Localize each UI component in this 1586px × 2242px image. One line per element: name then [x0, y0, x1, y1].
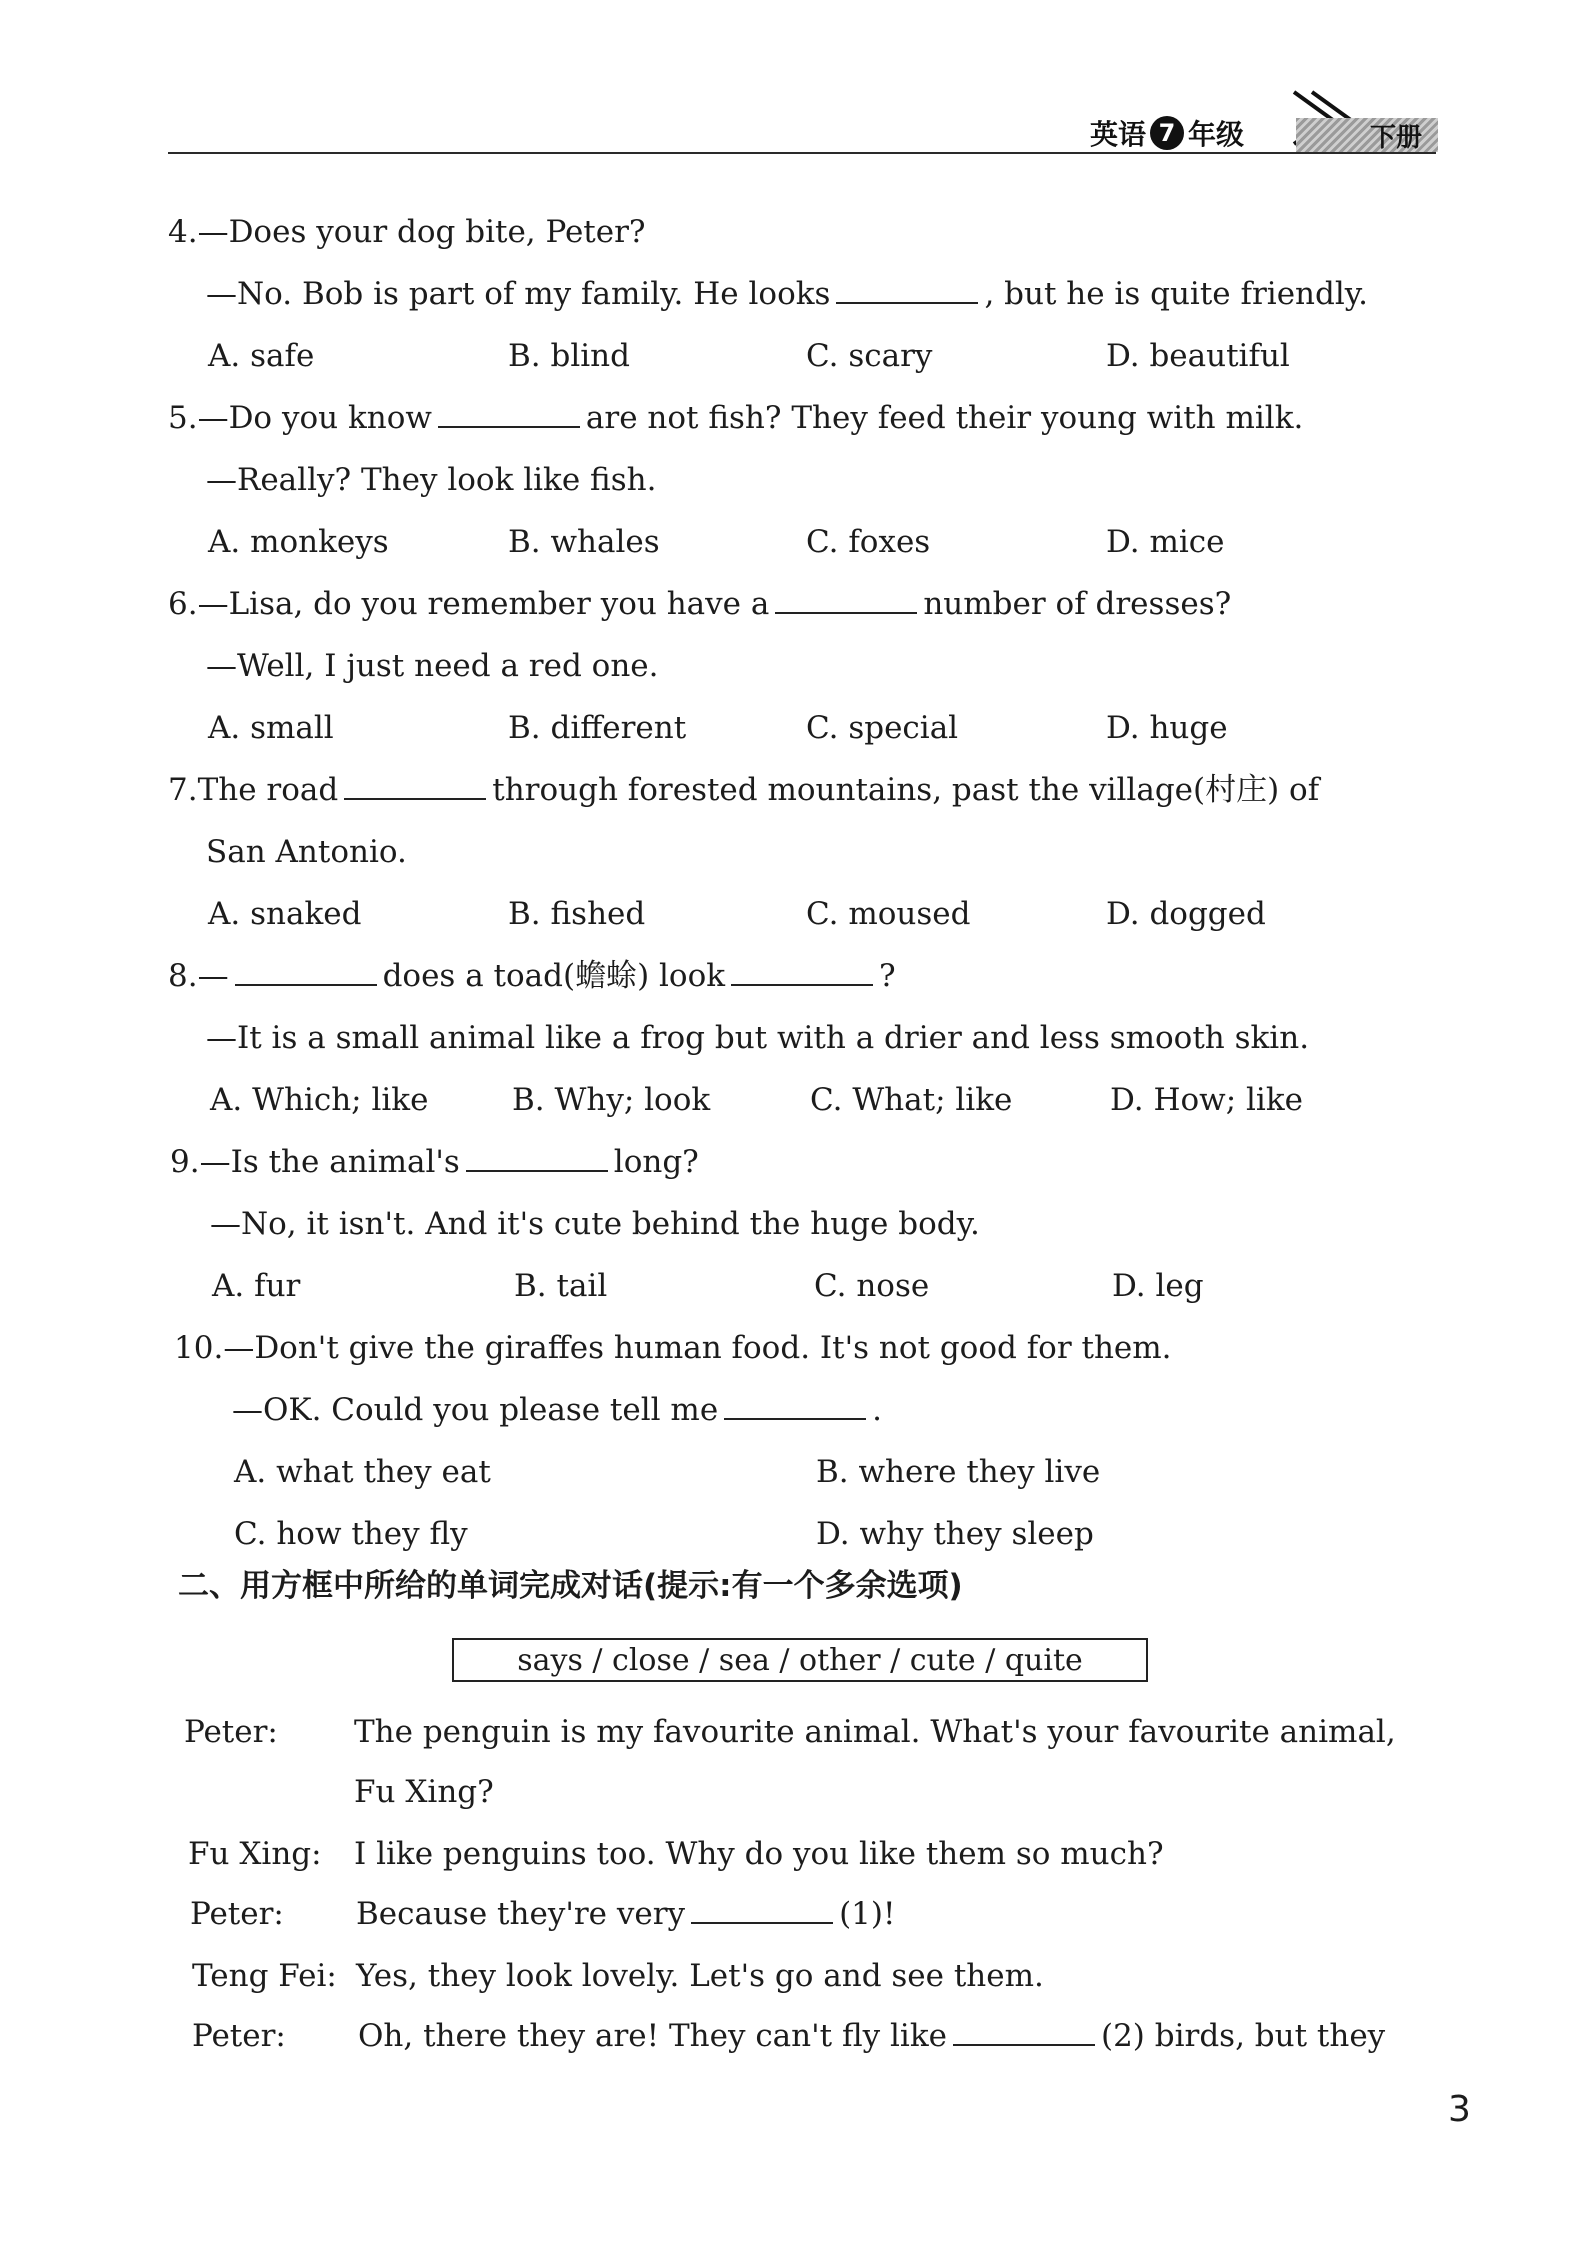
answer-blank	[466, 1142, 608, 1172]
question-number: 6.	[168, 586, 198, 622]
option-a: A. small	[208, 710, 334, 746]
question-5-reply: —Really? They look like fish.	[206, 462, 657, 498]
stem-text: .	[872, 1392, 883, 1428]
question-4-reply	[206, 274, 1368, 314]
header-title	[1090, 115, 1244, 151]
question-number: 7.	[168, 772, 198, 808]
question-4-stem	[168, 212, 646, 252]
stem-text: —Don't give the giraffes human food. It's not good for them.	[223, 1330, 1172, 1366]
stem-text: —Do you know	[197, 400, 432, 436]
option-c: C. special	[806, 710, 959, 746]
question-10-stem	[174, 1328, 1172, 1368]
answer-blank	[344, 770, 486, 800]
stem-text: does a toad(蟾蜍) look	[382, 958, 726, 994]
option-c: C. What; like	[810, 1082, 1013, 1118]
page-number: 3	[1448, 2089, 1471, 2130]
option-c: C. moused	[806, 896, 971, 932]
dialogue-text: Oh, there they are! They can't fly like	[358, 2018, 947, 2054]
dialogue-speaker: Peter:	[192, 2018, 286, 2054]
question-9-stem	[170, 1142, 699, 1182]
option-b: B. blind	[508, 338, 630, 374]
question-number: 4.	[168, 214, 198, 250]
option-a: A. fur	[212, 1268, 301, 1304]
option-d: D. beautiful	[1106, 338, 1290, 374]
dialogue-text: Because they're very	[356, 1896, 686, 1932]
question-9-reply: —No, it isn't. And it's cute behind the huge body.	[210, 1206, 980, 1242]
stem-text: —Does your dog bite, Peter?	[197, 214, 646, 250]
header-divider	[168, 152, 1436, 154]
option-d: D. leg	[1112, 1268, 1204, 1304]
question-number: 10.	[174, 1330, 224, 1366]
option-a: A. safe	[208, 338, 315, 374]
grade-label: 年级	[1188, 118, 1245, 151]
answer-blank	[836, 274, 978, 304]
option-a: A. Which; like	[210, 1082, 429, 1118]
question-7-continuation: San Antonio.	[206, 834, 407, 870]
dialogue-line	[356, 1894, 895, 1934]
dialogue-line: I like penguins too. Why do you like them so much?	[354, 1836, 1164, 1872]
answer-blank	[724, 1390, 866, 1420]
stem-text: The road	[197, 772, 339, 808]
question-7-stem	[168, 770, 1319, 810]
option-d: D. How; like	[1110, 1082, 1303, 1118]
dialogue-line: Fu Xing?	[354, 1774, 494, 1810]
stem-text: number of dresses?	[923, 586, 1232, 622]
option-b: B. tail	[514, 1268, 608, 1304]
question-8-stem	[168, 956, 896, 996]
stem-text: , but he is quite friendly.	[984, 276, 1369, 312]
stem-text: —	[197, 958, 229, 994]
dialogue-speaker: Peter:	[184, 1714, 278, 1750]
answer-blank	[691, 1894, 833, 1924]
stem-text: are not fish? They feed their young with milk.	[585, 400, 1304, 436]
option-b: B. Why; look	[512, 1082, 711, 1118]
dialogue-speaker: Peter:	[190, 1896, 284, 1932]
question-6-reply: —Well, I just need a red one.	[206, 648, 659, 684]
term-badge: 下册	[1296, 118, 1438, 152]
option-c: C. scary	[806, 338, 933, 374]
option-a: A. snaked	[208, 896, 362, 932]
question-5-stem	[168, 398, 1303, 438]
subject-label: 英语	[1090, 118, 1147, 151]
question-8-reply: —It is a small animal like a frog but with a drier and less smooth skin.	[206, 1020, 1310, 1056]
question-10-reply	[232, 1390, 882, 1430]
stem-text: through forested mountains, past the village(村庄) of	[492, 772, 1320, 808]
option-c: C. foxes	[806, 524, 931, 560]
question-number: 5.	[168, 400, 198, 436]
question-6-stem	[168, 584, 1231, 624]
dialogue-speaker: Fu Xing:	[188, 1836, 322, 1872]
answer-blank	[731, 956, 873, 986]
answer-blank	[235, 956, 377, 986]
option-d: D. mice	[1106, 524, 1225, 560]
option-b: B. different	[508, 710, 687, 746]
stem-text: ?	[879, 958, 896, 994]
option-a: A. what they eat	[234, 1454, 491, 1490]
option-d: D. huge	[1106, 710, 1228, 746]
dialogue-line: The penguin is my favourite animal. What's your favourite animal,	[354, 1714, 1396, 1750]
grade-badge: 7	[1150, 116, 1184, 150]
question-number: 9.	[170, 1144, 200, 1180]
stem-text: long?	[613, 1144, 699, 1180]
option-b: B. where they live	[816, 1454, 1101, 1490]
option-c: C. nose	[814, 1268, 930, 1304]
option-a: A. monkeys	[208, 524, 389, 560]
section-heading: 二、用方框中所给的单词完成对话(提示:有一个多余选项)	[178, 1568, 963, 1604]
option-b: B. fished	[508, 896, 646, 932]
dialogue-line	[358, 2016, 1385, 2056]
dialogue-speaker: Teng Fei:	[192, 1958, 337, 1994]
dialogue-text: (2) birds, but they	[1100, 2018, 1386, 2054]
stem-text: —No. Bob is part of my family. He looks	[206, 276, 831, 312]
dialogue-text: (1)!	[839, 1896, 896, 1932]
word-bank-box: says / close / sea / other / cute / quite	[452, 1638, 1148, 1682]
answer-blank	[775, 584, 917, 614]
option-c: C. how they fly	[234, 1516, 468, 1552]
option-b: B. whales	[508, 524, 660, 560]
stem-text: —Lisa, do you remember you have a	[197, 586, 770, 622]
stem-text: —Is the animal's	[199, 1144, 460, 1180]
answer-blank	[438, 398, 580, 428]
option-d: D. why they sleep	[816, 1516, 1094, 1552]
answer-blank	[953, 2016, 1095, 2046]
option-d: D. dogged	[1106, 896, 1266, 932]
dialogue-line: Yes, they look lovely. Let's go and see them.	[356, 1958, 1044, 1994]
stem-text: —OK. Could you please tell me	[232, 1392, 719, 1428]
question-number: 8.	[168, 958, 198, 994]
